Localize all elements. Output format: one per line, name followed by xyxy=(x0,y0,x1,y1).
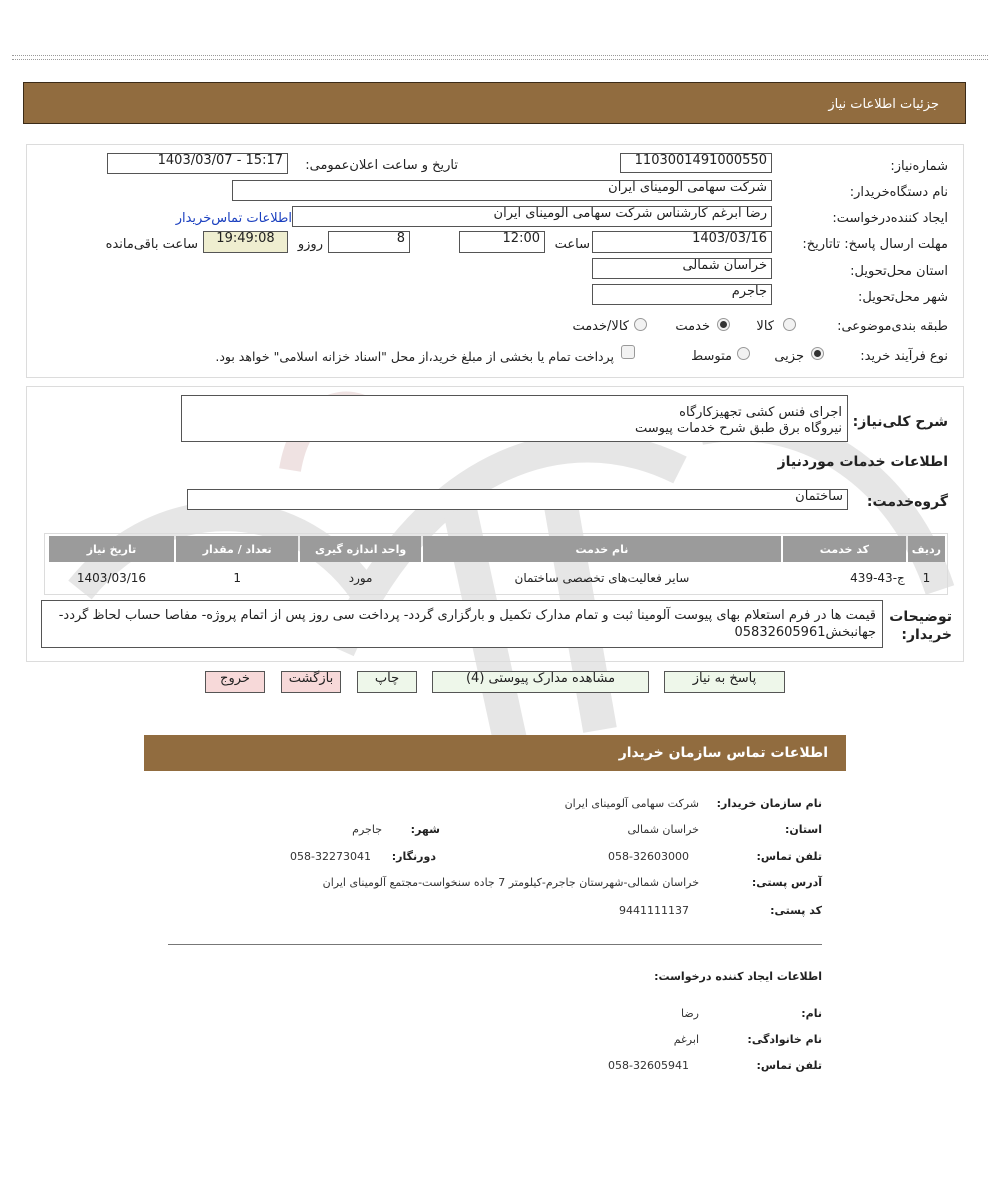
contact-separator xyxy=(168,944,822,945)
service-group-label: گروه‌خدمت: xyxy=(866,494,948,510)
contact-title: اطلاعات تماس سازمان خریدار xyxy=(618,745,828,761)
cell-row: 1 xyxy=(922,571,931,585)
notes-label: توضیحات xyxy=(889,609,952,625)
deadline-time-field: 12:00 xyxy=(459,231,545,253)
notes-label-2: خریدار: xyxy=(901,627,952,643)
summary-box xyxy=(181,395,848,442)
process-radio-minor[interactable] xyxy=(811,347,824,360)
cell-qty: 1 xyxy=(233,571,241,585)
category-radio-service[interactable] xyxy=(717,318,730,331)
city-label: شهر محل‌تحویل: xyxy=(858,290,948,305)
time-label: ساعت xyxy=(554,237,590,252)
top-divider xyxy=(12,55,988,60)
table-header-row xyxy=(49,536,945,562)
summary-line-2: نیروگاه برق طبق شرح خدمات پیوست xyxy=(635,421,842,436)
creator-name-value: رضا xyxy=(680,1007,699,1020)
announce-field: 1403/03/07 - 15:17 xyxy=(107,153,288,174)
contact-postal-value: 9441111137 xyxy=(619,904,689,917)
page-header xyxy=(23,82,966,124)
province-field: خراسان شمالی xyxy=(592,258,772,279)
category-radio-both[interactable] xyxy=(634,318,647,331)
contact-city-label: شهر: xyxy=(410,823,440,836)
category-radio-goods[interactable] xyxy=(783,318,796,331)
contact-postal-label: کد پستی: xyxy=(770,904,822,917)
cell-unit: مورد xyxy=(348,571,373,585)
creator-phone-label: تلفن تماس: xyxy=(756,1059,822,1072)
remaining-time-field: 19:49:08 xyxy=(203,231,288,253)
print-button[interactable]: چاپ xyxy=(357,671,417,693)
process-label: نوع فرآیند خرید: xyxy=(860,349,948,364)
contact-province-value: خراسان شمالی xyxy=(627,823,699,836)
th-unit: واحد اندازه گیری xyxy=(300,536,420,562)
days-label: روزو xyxy=(297,237,323,252)
th-code: کد خدمت xyxy=(783,536,906,562)
notes-box: قیمت ها در فرم استعلام بهای پیوست آلومینا ثبت و تمام مدارک تکمیل و بارگزاری گردد- پرداخت سی روز پس از اتمام پروژه- مفاصا حساب لحاظ گردد- جهانبخش05832605961 xyxy=(41,600,883,648)
treasury-checkbox[interactable] xyxy=(621,345,635,359)
payment-note: پرداخت تمام یا بخشی از مبلغ خرید،از محل "اسناد خزانه اسلامی" خواهد بود. xyxy=(215,349,614,364)
need-number-field: 1103001491000550 xyxy=(620,153,772,173)
creator-phone-value: 058-32605941 xyxy=(608,1059,689,1072)
category-option-goods: کالا xyxy=(756,319,774,334)
summary-label: شرح کلی‌نیاز: xyxy=(852,414,948,430)
th-row: ردیف xyxy=(908,536,945,562)
announce-label: تاریخ و ساعت اعلان‌عمومی: xyxy=(305,158,458,173)
process-option-minor: جزیی xyxy=(774,349,804,364)
creator-label: ایجاد کننده‌درخواست: xyxy=(832,211,948,226)
contact-fax-label: دورنگار: xyxy=(391,850,436,863)
creator-heading: اطلاعات ایجاد کننده درخواست: xyxy=(654,970,822,983)
need-number-label: شماره‌نیاز: xyxy=(890,159,948,174)
items-table xyxy=(47,534,947,594)
attachments-button[interactable]: مشاهده مدارک پیوستی (4) xyxy=(432,671,649,693)
contact-phone-label: تلفن تماس: xyxy=(756,850,822,863)
back-button[interactable]: بازگشت xyxy=(281,671,341,693)
page-title: جزئیات اطلاعات نیاز xyxy=(828,97,939,112)
cell-name: سایر فعالیت‌های تخصصی ساختمان xyxy=(514,571,690,585)
cell-code: ج-43-439 xyxy=(850,571,905,585)
creator-field: رضا ابرغم کارشناس شرکت سهامی آلومینای ایران xyxy=(292,206,772,227)
contact-phone-value: 058-32603000 xyxy=(608,850,689,863)
th-name: نام خدمت xyxy=(423,536,781,562)
contact-address-value: خراسان شمالی-شهرستان جاجرم-کیلومتر 7 جاده سنخواست-مجتمع آلومینای ایران xyxy=(322,876,699,889)
category-option-both: کالا/خدمت xyxy=(572,319,629,334)
table-row xyxy=(49,564,945,592)
contact-city-value: جاجرم xyxy=(352,823,382,836)
contact-fax-value: 058-32273041 xyxy=(290,850,371,863)
buyer-org-field: شرکت سهامی آلومینای ایران xyxy=(232,180,772,201)
contact-header xyxy=(144,735,846,771)
contact-org-value: شرکت سهامی آلومینای ایران xyxy=(564,797,699,810)
process-radio-medium[interactable] xyxy=(737,347,750,360)
contact-address-label: آدرس پستی: xyxy=(751,876,822,889)
province-label: استان محل‌تحویل: xyxy=(850,264,948,279)
contact-org-label: نام سازمان خریدار: xyxy=(716,797,822,810)
contact-province-label: استان: xyxy=(785,823,822,836)
creator-family-value: ابرغم xyxy=(673,1033,699,1046)
summary-line-1: اجرای فنس کشی تجهیزکارگاه xyxy=(679,405,842,420)
reply-button[interactable]: پاسخ به نیاز xyxy=(664,671,785,693)
services-heading: اطلاعات خدمات مورد‌نیاز xyxy=(777,454,948,470)
category-option-service: خدمت xyxy=(675,319,710,334)
buyer-org-label: نام دستگاه‌خریدار: xyxy=(849,185,948,200)
th-qty: تعداد / مقدار xyxy=(176,536,298,562)
deadline-label: مهلت ارسال پاسخ: تاتاریخ: xyxy=(802,237,948,252)
creator-name-label: نام: xyxy=(801,1007,822,1020)
items-table-wrap xyxy=(44,533,948,595)
process-option-medium: متوسط xyxy=(691,349,732,364)
service-group-field: ساختمان xyxy=(187,489,848,510)
creator-family-label: نام خانوادگی: xyxy=(747,1033,822,1046)
days-field: 8 xyxy=(328,231,410,253)
exit-button[interactable]: خروج xyxy=(205,671,265,693)
category-label: طبقه بندی‌موضوعی: xyxy=(837,319,948,334)
th-date: تاریخ نیاز xyxy=(49,536,174,562)
city-field: جاجرم xyxy=(592,284,772,305)
buyer-contact-link[interactable]: اطلاعات تماس‌خریدار xyxy=(175,211,292,226)
cell-date: 1403/03/16 xyxy=(76,571,147,585)
remaining-label: ساعت باقی‌مانده xyxy=(105,237,198,252)
deadline-date-field: 1403/03/16 xyxy=(592,231,772,253)
